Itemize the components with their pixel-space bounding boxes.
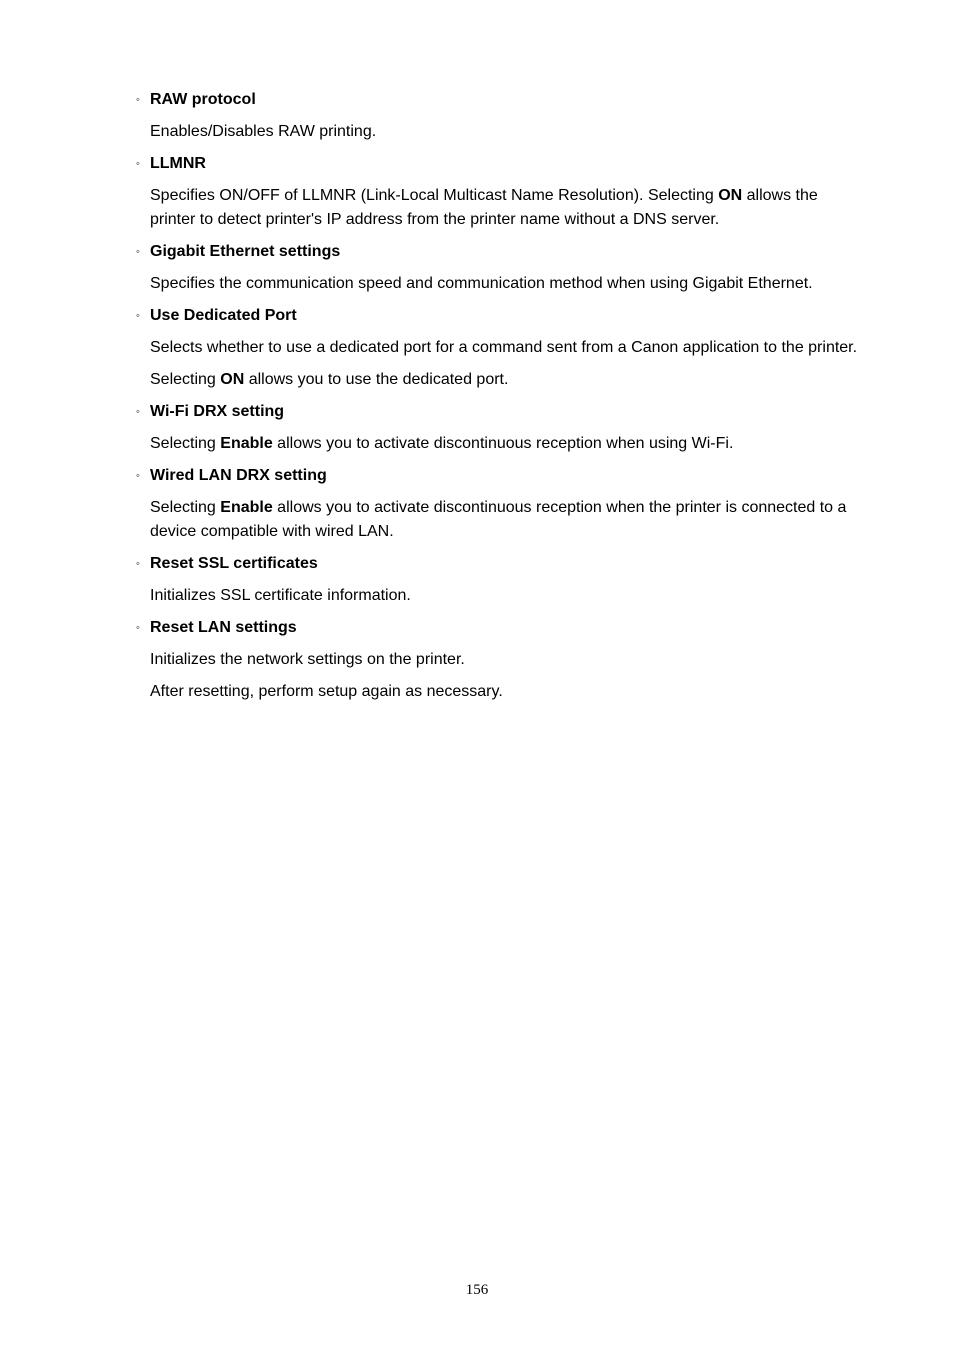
setting-title: [136, 616, 866, 640]
setting-item: [136, 616, 866, 704]
setting-title: [136, 88, 866, 112]
setting-title-text: Gigabit Ethernet settings: [150, 243, 341, 260]
description-text: Selecting: [150, 435, 221, 452]
setting-title: [136, 400, 866, 424]
setting-item: [136, 304, 866, 392]
description-text: allows you to activate discontinuous reception when the printer is connected to a device compatible with wired LAN.: [150, 499, 847, 540]
setting-title-text: Use Dedicated Port: [150, 307, 297, 324]
setting-description: [136, 368, 866, 392]
description-text: allows you to use the dedicated port.: [244, 371, 509, 388]
bullet-icon: ◦: [136, 558, 140, 570]
setting-title-text: LLMNR: [150, 155, 206, 172]
setting-title: [136, 464, 866, 488]
setting-description: [136, 336, 866, 360]
description-text: Enables/Disables RAW printing.: [150, 123, 377, 140]
bullet-icon: ◦: [136, 622, 140, 634]
description-text: Selecting: [150, 499, 221, 516]
description-text: Initializes SSL certificate information.: [150, 587, 411, 604]
emphasized-term: Enable: [220, 499, 273, 516]
setting-item: [136, 240, 866, 296]
emphasized-term: ON: [220, 371, 245, 388]
setting-description: [136, 272, 866, 296]
setting-description: [136, 184, 866, 232]
description-text: Specifies ON/OFF of LLMNR (Link-Local Multicast Name Resolution). Selecting: [150, 187, 719, 204]
bullet-icon: ◦: [136, 158, 140, 170]
bullet-icon: ◦: [136, 94, 140, 106]
setting-title-text: Reset SSL certificates: [150, 555, 318, 572]
setting-item: [136, 400, 866, 456]
setting-description: [136, 432, 866, 456]
setting-description: [136, 648, 866, 672]
setting-item: [136, 88, 866, 144]
bullet-icon: ◦: [136, 470, 140, 482]
description-text: allows you to activate discontinuous reception when using Wi-Fi.: [272, 435, 734, 452]
description-text: After resetting, perform setup again as necessary.: [150, 683, 503, 700]
setting-description: [136, 120, 866, 144]
emphasized-term: Enable: [220, 435, 273, 452]
description-text: allows the printer to detect printer's IP address from the printer name without a DNS server.: [150, 187, 818, 228]
setting-item: [136, 552, 866, 608]
setting-title: [136, 552, 866, 576]
description-text: Specifies the communication speed and communication method when using Gigabit Ethernet.: [150, 275, 813, 292]
bullet-icon: ◦: [136, 246, 140, 258]
description-text: Selecting: [150, 371, 221, 388]
setting-item: [136, 152, 866, 232]
setting-title-text: Wi-Fi DRX setting: [150, 403, 285, 420]
description-text: Initializes the network settings on the printer.: [150, 651, 465, 668]
setting-description: [136, 496, 866, 544]
setting-title: [136, 304, 866, 328]
setting-title-text: RAW protocol: [150, 91, 256, 108]
page-number: 156: [465, 1282, 489, 1298]
bullet-icon: ◦: [136, 406, 140, 418]
bullet-icon: ◦: [136, 310, 140, 322]
emphasized-term: ON: [718, 187, 743, 204]
description-text: Selects whether to use a dedicated port for a command sent from a Canon application to the printer.: [150, 339, 858, 356]
setting-title-text: Reset LAN settings: [150, 619, 297, 636]
setting-description: [136, 584, 866, 608]
setting-title: [136, 152, 866, 176]
setting-description: [136, 680, 866, 704]
settings-list: [136, 88, 866, 712]
setting-title: [136, 240, 866, 264]
setting-item: [136, 464, 866, 544]
setting-title-text: Wired LAN DRX setting: [150, 467, 327, 484]
